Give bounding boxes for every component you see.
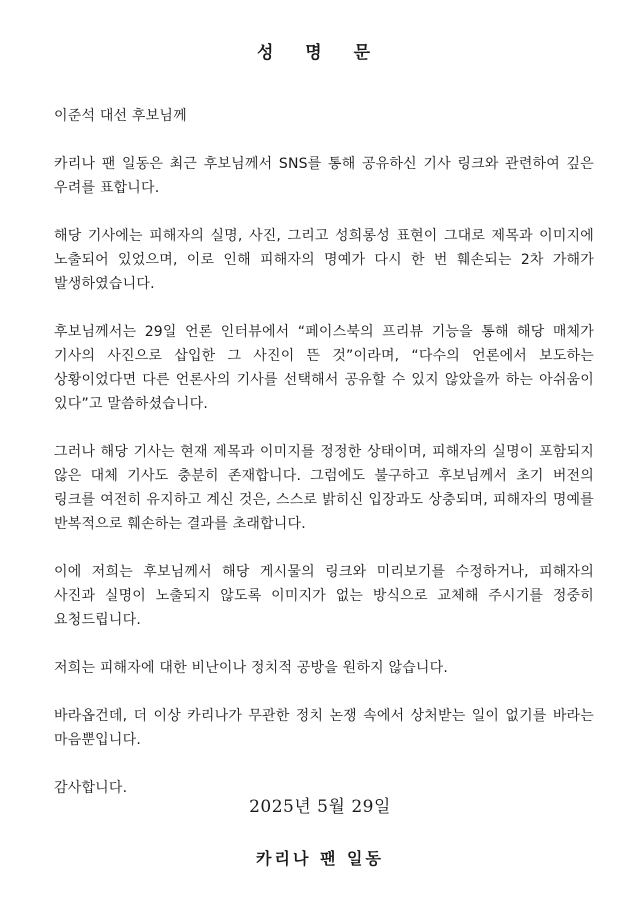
- salutation: 이준석 대선 후보님께: [54, 108, 187, 124]
- document-title: 성 명 문: [256, 43, 384, 63]
- document-signature: 카리나 팬 일동: [256, 849, 384, 868]
- paragraph-concern: 카리나 팬 일동은 최근 후보님께서 SNS를 통해 공유하신 기사 링크와 관련하여 깊은 우려를 표합니다.: [54, 156, 594, 196]
- paragraph-wish: 바라옵건데, 더 이상 카리나가 무관한 정치 논쟁 속에서 상처받는 일이 없기를 바라는 마음뿐입니다.: [54, 708, 594, 748]
- paragraph-request: 이에 저희는 후보님께서 해당 게시물의 링크와 미리보기를 수정하거나, 피해자의 사진과 실명이 노출되지 않도록 이미지가 없는 방식으로 교체해 주시기를 정중히 요청드립니다.: [54, 564, 594, 628]
- document-body: [54, 104, 594, 824]
- document-date: 2025년 5월 29일: [249, 797, 391, 817]
- paragraph-no-blame: 저희는 피해자에 대한 비난이나 정치적 공방을 원하지 않습니다.: [54, 660, 449, 676]
- paragraph-article-exposure: 해당 기사에는 피해자의 실명, 사진, 그리고 성희롱성 표현이 그대로 제목과 이미지에 노출되어 있었으며, 이로 인해 피해자의 명예가 다시 한 번 훼손되는 2차 가해가 발생하였습니다.: [54, 228, 594, 292]
- paragraph-interview-quote: 후보님께서는 29일 언론 인터뷰에서 “페이스북의 프리뷰 기능을 통해 해당 매체가 기사의 사진으로 삽입한 그 사진이 뜬 것”이라며, “다수의 언론에서 보도하는 상황이었다면 다른 언론사의 기사를 선택해서 공유할 수 있지 않았을까 하는 아쉬움이 있다”고 말씀하셨습니다.: [54, 324, 594, 412]
- paragraph-thanks: 감사합니다.: [54, 780, 128, 796]
- paragraph-corrected-article: 그러나 해당 기사는 현재 제목과 이미지를 정정한 상태이며, 피해자의 실명이 포함되지 않은 대체 기사도 충분히 존재합니다. 그럼에도 불구하고 후보님께서 초기 버전의 링크를 여전히 유지하고 계신 것은, 스스로 밝히신 입장과도 상충되며, 피해자의 명예를 반복적으로 훼손하는 결과를 초래합니다.: [54, 444, 594, 532]
